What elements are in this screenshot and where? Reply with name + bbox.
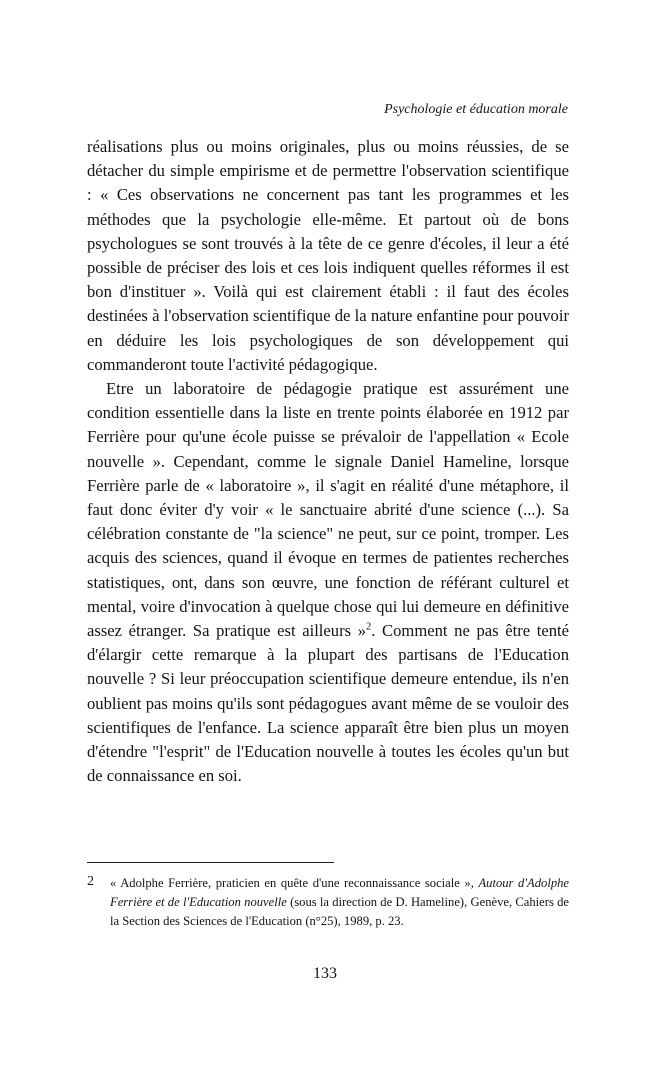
paragraph	[87, 377, 569, 788]
paragraph-text: Etre un laboratoire de pédagogie pratique est assurément une condition essentielle dans la liste en trente points élaborée en 1912 par Ferrière pour qu'une école puisse se prévaloir de l'appellation « Ecole nouvelle ». Cependant, comme le signale Daniel Hameline, lorsque Ferrière parle de « laboratoire », il s'agit en réalité d'une métaphore, il faut donc éviter d'y voir « le sanctuaire abrité d'une science (...). Sa célébration constante de "la science" ne peut, sur ce point, tromper. Les acquis des sciences, quand il évoque en termes de patientes recherches statistiques, ont, dans son œuvre, une fonction de référant culturel et mental, voire d'invocation à quelque chose qui lui demeure en définitive assez étranger. Sa pratique est ailleurs »	[87, 379, 569, 641]
footnote-text-part: « Adolphe Ferrière, praticien en quête d'une reconnaissance sociale »,	[110, 876, 479, 890]
footnote-text-part: (sous la direction de D. Hameline), Genève, Cahiers de la Section des Sciences de l'Education (n°25), 1989, p. 23.	[110, 895, 569, 929]
page-number: 133	[313, 965, 337, 982]
footnote-reference: 2	[366, 621, 372, 633]
paragraph: réalisations plus ou moins originales, plus ou moins réussies, de se détacher du simple empirisme et de permettre l'observation scientifique : « Ces observations ne concernent pas tant les programmes et les méthodes que la psychologie elle-même. Et partout où de bons psychologues se sont trouvés à la tête de ce genre d'écoles, il leur a été possible de préciser des lois et ces lois indiquent quelles réformes il est bon d'instituer ». Voilà qui est clairement établi : il faut des écoles destinées à l'observation scientifique de la nature enfantine pour pouvoir en déduire les lois psychologiques de son développement qui commanderont toute l'activité pédagogique.	[87, 137, 569, 374]
paragraph-text: . Comment ne pas être tenté d'élargir cette remarque à la plupart des partisans de l'Education nouvelle ? Si leur préoccupation scientifique demeure entendue, ils n'en oublient pas moins qu'ils sont pédagogues avant même de se vouloir des scientifiques de l'enfance. La science apparaît être bien plus un moyen d'étendre "l'esprit" de l'Education nouvelle à toutes les écoles qu'un but de connaissance en soi.	[87, 621, 569, 786]
running-head: Psychologie et éducation morale	[384, 102, 568, 117]
footnote-rule	[87, 862, 334, 863]
footnote-number: 2	[87, 874, 94, 889]
footnote-text	[110, 874, 569, 932]
footnote-book-title: Autour d'Adolphe Ferrière et de l'Education nouvelle	[110, 876, 570, 910]
footnote	[87, 874, 569, 932]
body-text	[87, 135, 569, 788]
